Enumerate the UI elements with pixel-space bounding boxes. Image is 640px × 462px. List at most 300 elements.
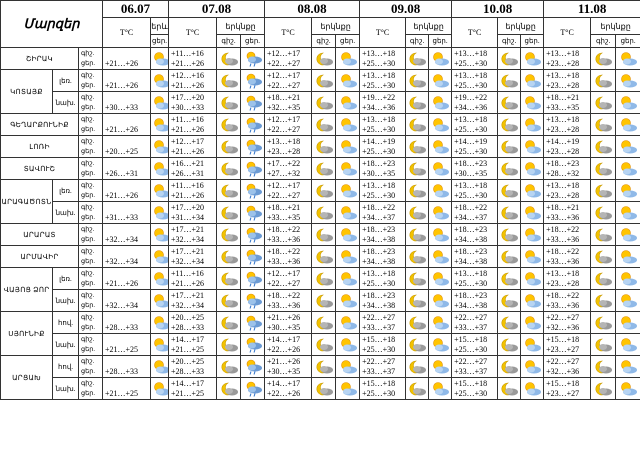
sun-cloud-rain-icon [243,226,263,243]
weather-icon-cell [241,334,265,356]
temp-night: +15…+18 [362,378,396,388]
day-label: ցեր. [81,367,95,375]
temp-night: +14…+17 [171,378,205,388]
temp-cell [103,136,151,158]
temp-day: +33…+37 [454,366,488,376]
weather-icon-cell [312,290,336,312]
time-labels [79,114,103,136]
sun-cloud-icon [338,270,358,287]
table-row [1,290,640,312]
day-header: ցեր. [336,35,360,48]
weather-icon-cell [312,378,336,400]
sun-cloud-icon [151,72,169,89]
weather-icon-cell [217,202,241,224]
temp-cell [103,378,151,400]
night-label: գիշ. [81,335,95,343]
weather-icon-cell [591,202,616,224]
moon-cloud-icon [593,380,613,397]
temp-day: +23…+28 [546,58,580,68]
night-label: գիշ. [81,137,95,145]
temp-cell [169,114,217,136]
sun-cloud-icon [338,116,358,133]
temp-night: +13…+18 [454,48,488,58]
moon-cloud-icon [407,204,427,221]
table-row [1,158,640,180]
moon-cloud-icon [407,292,427,309]
temp-night: +18…+23 [454,246,488,256]
temp-day: +21…+25 [171,344,205,354]
day-label: ցեր. [81,301,95,309]
sun-cloud-icon [338,358,358,375]
moon-cloud-icon [593,160,613,177]
date-header-3: 08.08 [265,1,360,18]
weather-icon-cell [591,268,616,290]
temp-night: +11…+16 [171,48,204,58]
temp-night: +13…+18 [362,114,396,124]
temp-night: +12…+17 [267,114,301,124]
temp-night: +19…+22 [362,92,396,102]
weather-icon-cell [429,334,452,356]
temp-night: +13…+18 [454,114,488,124]
temp-night: +18…+21 [546,92,580,102]
weather-icon-cell [336,312,360,334]
temp-night: +12…+16 [171,70,205,80]
date-header-5: 10.08 [452,1,544,18]
moon-cloud-icon [499,116,519,133]
temp-day: +22…+27 [267,58,301,68]
weather-icon-cell [241,290,265,312]
weather-icon-cell [521,48,544,70]
weather-icon-cell [151,268,169,290]
subregion-label: նախ. [53,334,79,356]
temp-day: +23…+28 [546,190,580,200]
region-name: ՍՅՈՒՆԻՔ [1,312,53,356]
sun-cloud-icon [522,358,542,375]
day-label: ցեր. [81,103,95,111]
moon-cloud-icon [593,270,613,287]
weather-icon-cell [498,224,521,246]
moon-cloud-icon [407,358,427,375]
subregion-label: նախ. [53,378,79,400]
sun-cloud-rain-icon [243,160,263,177]
day-label: ցեր. [81,389,95,397]
moon-cloud-icon [499,292,519,309]
sun-cloud-icon [522,94,542,111]
weather-icon-cell [312,180,336,202]
temp-day: +33…+37 [362,322,396,332]
temp-cell [169,246,217,268]
temp-cell [265,70,312,92]
temp-night: +12…+17 [267,180,301,190]
temp-day: +25…+30 [362,146,396,156]
temp-night: +13…+18 [454,268,488,278]
temp-cell [452,158,498,180]
temp-day: +34…+37 [454,212,488,222]
temp-day: +33…+36 [267,256,301,266]
weather-icon-cell [498,136,521,158]
temp-day: +30…+35 [362,168,396,178]
temp-night: +22…+27 [454,356,488,366]
subregion-label: նախ. [53,290,79,312]
weather-icon-cell [616,48,640,70]
temp-night: +17…+22 [267,158,301,168]
sun-cloud-icon [430,138,450,155]
temp-day: +33…+37 [362,366,396,376]
temp-day: +26…+31 [105,168,139,178]
temp-cell [265,268,312,290]
temp-cell [103,114,151,136]
sun-cloud-rain-icon [243,50,263,67]
temp-day: +32…+34 [105,256,139,266]
temp-cell [265,290,312,312]
sun-cloud-icon [430,50,450,67]
table-row [1,70,640,92]
sun-cloud-icon [618,116,638,133]
temp-day: +31…+33 [105,212,139,222]
moon-cloud-icon [499,314,519,331]
sky-header: երկնքը [498,18,544,35]
sun-cloud-icon [522,270,542,287]
temp-night: +18…+22 [267,290,301,300]
temp-day: +32…+34 [171,234,205,244]
temp-day: +25…+30 [362,80,396,90]
temp-day: +32…+34 [171,300,205,310]
sun-cloud-icon [522,182,542,199]
temp-day: +32…+34 [171,256,205,266]
subregion-label: հով. [53,312,79,334]
date-header-2: 07.08 [169,1,265,18]
sun-cloud-icon [430,72,450,89]
temp-cell [265,356,312,378]
weather-icon-cell [406,268,429,290]
temp-cell [452,114,498,136]
temp-cell [169,70,217,92]
temp-day: +21…+26 [105,58,139,68]
moon-cloud-icon [593,248,613,265]
date-header-1: 06.07 [103,1,169,18]
night-label: գիշ. [81,269,95,277]
temp-cell [452,224,498,246]
temp-day: +20…+25 [105,146,139,156]
temp-day: +30…+35 [454,168,488,178]
temp-cell [544,290,591,312]
moon-cloud-icon [219,336,239,353]
temp-cell [544,114,591,136]
weather-icon-cell [498,202,521,224]
temp-cell [265,136,312,158]
temp-cell [452,136,498,158]
weather-icon-cell [241,92,265,114]
temp-cell [265,224,312,246]
temp-night: +20…+25 [171,356,205,366]
weather-icon-cell [336,114,360,136]
temp-night: +18…+23 [454,224,488,234]
temp-cell [452,70,498,92]
temp-cell [360,378,406,400]
weather-icon-cell [241,136,265,158]
weather-icon-cell [151,290,169,312]
moon-cloud-icon [499,248,519,265]
weather-icon-cell [312,268,336,290]
temp-day: +28…+33 [105,366,139,376]
weather-icon-cell [591,246,616,268]
temp-cell [360,92,406,114]
region-name: ԳԵՂԱՐՔՈՒՆԻՔ [1,114,79,136]
moon-cloud-icon [314,138,334,155]
temp-night [103,335,150,345]
sun-cloud-icon [151,204,169,221]
temp-cell [169,334,217,356]
temp-cell [360,290,406,312]
region-name: ՏԱՎՈՒՇ [1,158,79,180]
sun-cloud-icon [618,314,638,331]
weather-icon-cell [429,224,452,246]
temp-day: +33…+37 [454,322,488,332]
moon-cloud-icon [593,182,613,199]
temp-day: +26…+31 [171,168,205,178]
temp-day: +25…+30 [362,124,396,134]
temp-cell [452,48,498,70]
sun-cloud-rain-icon [243,94,263,111]
temp-night: +18…+23 [454,290,488,300]
weather-icon-cell [498,92,521,114]
moon-cloud-icon [219,292,239,309]
day-label: ցեր. [81,279,95,287]
temp-night: +13…+18 [546,70,580,80]
table-title: Մարզեր [1,1,103,48]
temp-day: +23…+28 [546,146,580,156]
temp-header: T°C [265,18,312,48]
temp-day: +25…+30 [362,344,396,354]
weather-icon-cell [521,356,544,378]
weather-icon-cell [429,158,452,180]
temp-night: +14…+19 [546,136,580,146]
weather-icon-cell [591,378,616,400]
temp-cell [544,268,591,290]
weather-icon-cell [336,334,360,356]
weather-icon-cell [151,378,169,400]
night-label: գիշ. [81,159,95,167]
temp-cell [103,290,151,312]
night-header: գիշ. [498,35,521,48]
weather-icon-cell [591,356,616,378]
moon-cloud-icon [314,314,334,331]
sun-cloud-icon [151,226,169,243]
day-label: ցեր. [81,345,95,353]
temp-day: +34…+38 [362,300,396,310]
temp-day: +30…+33 [171,102,205,112]
temp-night: +18…+22 [546,224,580,234]
day-label: ցեր. [81,169,95,177]
weather-icon-cell [336,356,360,378]
moon-cloud-icon [314,160,334,177]
time-labels [79,48,103,70]
moon-cloud-icon [219,314,239,331]
sun-cloud-icon [430,314,450,331]
temp-cell [169,312,217,334]
moon-cloud-icon [499,204,519,221]
temp-day: +34…+38 [362,256,396,266]
weather-icon-cell [336,268,360,290]
weather-icon-cell [591,290,616,312]
temp-cell [103,312,151,334]
temp-night: +13…+18 [546,180,580,190]
night-label: գիշ. [81,313,95,321]
moon-cloud-icon [593,204,613,221]
sun-cloud-rain-icon [243,358,263,375]
table-row [1,356,640,378]
weather-icon-cell [591,92,616,114]
sun-cloud-icon [151,314,169,331]
sun-cloud-icon [151,160,169,177]
temp-night: +18…+22 [267,246,301,256]
temp-night: +13…+18 [362,48,396,58]
temp-day: +25…+30 [454,124,488,134]
sun-cloud-icon [430,226,450,243]
moon-cloud-icon [314,72,334,89]
sun-cloud-icon [522,204,542,221]
weather-icon-cell [521,136,544,158]
time-labels [79,136,103,158]
moon-cloud-icon [219,116,239,133]
weather-icon-cell [151,224,169,246]
weather-icon-cell [151,48,169,70]
moon-cloud-icon [407,160,427,177]
weather-icon-cell [616,334,640,356]
temp-night [103,137,150,147]
sun-cloud-icon [522,160,542,177]
weather-icon-cell [312,246,336,268]
sun-cloud-icon [522,138,542,155]
temp-cell [265,312,312,334]
sun-cloud-icon [618,248,638,265]
temp-day: +33…+36 [267,234,301,244]
temp-night: +12…+17 [267,268,301,278]
temp-cell [265,92,312,114]
table-row [1,246,640,268]
weather-icon-cell [151,356,169,378]
sun-cloud-icon [338,182,358,199]
temp-header: T°C [544,18,591,48]
temp-cell [360,224,406,246]
temp-night [103,291,150,301]
temp-night: +13…+18 [362,180,396,190]
night-label: գիշ. [81,71,95,79]
temp-header: T°C [103,18,151,48]
temp-cell [265,180,312,202]
weather-icon-cell [406,334,429,356]
weather-icon-cell [241,114,265,136]
temp-night: +13…+18 [454,180,488,190]
region-name: ԱՐՄԱՎԻՐ [1,246,79,268]
weather-icon-cell [336,136,360,158]
time-labels [79,202,103,224]
weather-icon-cell [616,224,640,246]
temp-cell [103,334,151,356]
moon-cloud-icon [407,336,427,353]
weather-icon-cell [217,158,241,180]
temp-cell [169,290,217,312]
weather-icon-cell [312,356,336,378]
sun-cloud-icon [151,292,169,309]
weather-icon-cell [241,202,265,224]
sun-cloud-icon [430,358,450,375]
temp-day: +22…+27 [267,278,301,288]
weather-icon-cell [521,114,544,136]
moon-cloud-icon [499,72,519,89]
temp-day: +25…+30 [454,146,488,156]
subregion-label: նախ. [53,92,79,114]
weather-icon-cell [406,378,429,400]
sun-cloud-icon [618,50,638,67]
weather-icon-cell [217,378,241,400]
date-header-4: 09.08 [360,1,452,18]
moon-cloud-icon [219,226,239,243]
day-header: ցեր. [241,35,265,48]
temp-night: +18…+23 [362,290,396,300]
night-label: գիշ. [81,379,95,387]
time-labels [79,70,103,92]
temp-cell [265,48,312,70]
temp-cell [265,158,312,180]
sun-cloud-icon [338,160,358,177]
table-row [1,114,640,136]
weather-icon-cell [498,290,521,312]
weather-icon-cell [336,246,360,268]
weather-icon-cell [616,92,640,114]
temp-day: +23…+28 [546,124,580,134]
temp-day: +25…+30 [362,388,396,398]
temp-night: +15…+18 [546,378,580,388]
temp-cell [544,180,591,202]
weather-icon-cell [429,48,452,70]
temp-night [103,269,150,279]
weather-icon-cell [312,70,336,92]
weather-icon-cell [312,202,336,224]
weather-icon-cell [217,224,241,246]
sun-cloud-icon [338,226,358,243]
weather-icon-cell [521,180,544,202]
sun-cloud-icon [430,116,450,133]
temp-day: +23…+27 [546,388,580,398]
weather-icon-cell [217,180,241,202]
weather-icon-cell [406,136,429,158]
weather-icon-cell [521,334,544,356]
temp-night: +14…+19 [454,136,488,146]
sun-cloud-icon [430,270,450,287]
moon-cloud-icon [593,50,613,67]
temp-cell [544,334,591,356]
temp-day: +23…+28 [546,80,580,90]
moon-cloud-icon [407,314,427,331]
temp-day: +32…+35 [267,102,301,112]
temp-day: +25…+30 [362,190,396,200]
temp-cell [103,158,151,180]
moon-cloud-icon [407,50,427,67]
weather-icon-cell [591,114,616,136]
day-label: ցեր. [81,323,95,331]
temp-cell [265,114,312,136]
temp-cell [360,48,406,70]
region-name: ՇԻՐԱԿ [1,48,79,70]
sun-cloud-icon [618,160,638,177]
time-labels [79,334,103,356]
temp-day: +22…+27 [267,124,301,134]
weather-icon-cell [151,312,169,334]
temp-cell [544,92,591,114]
temp-night: +18…+23 [362,224,396,234]
moon-cloud-icon [407,226,427,243]
